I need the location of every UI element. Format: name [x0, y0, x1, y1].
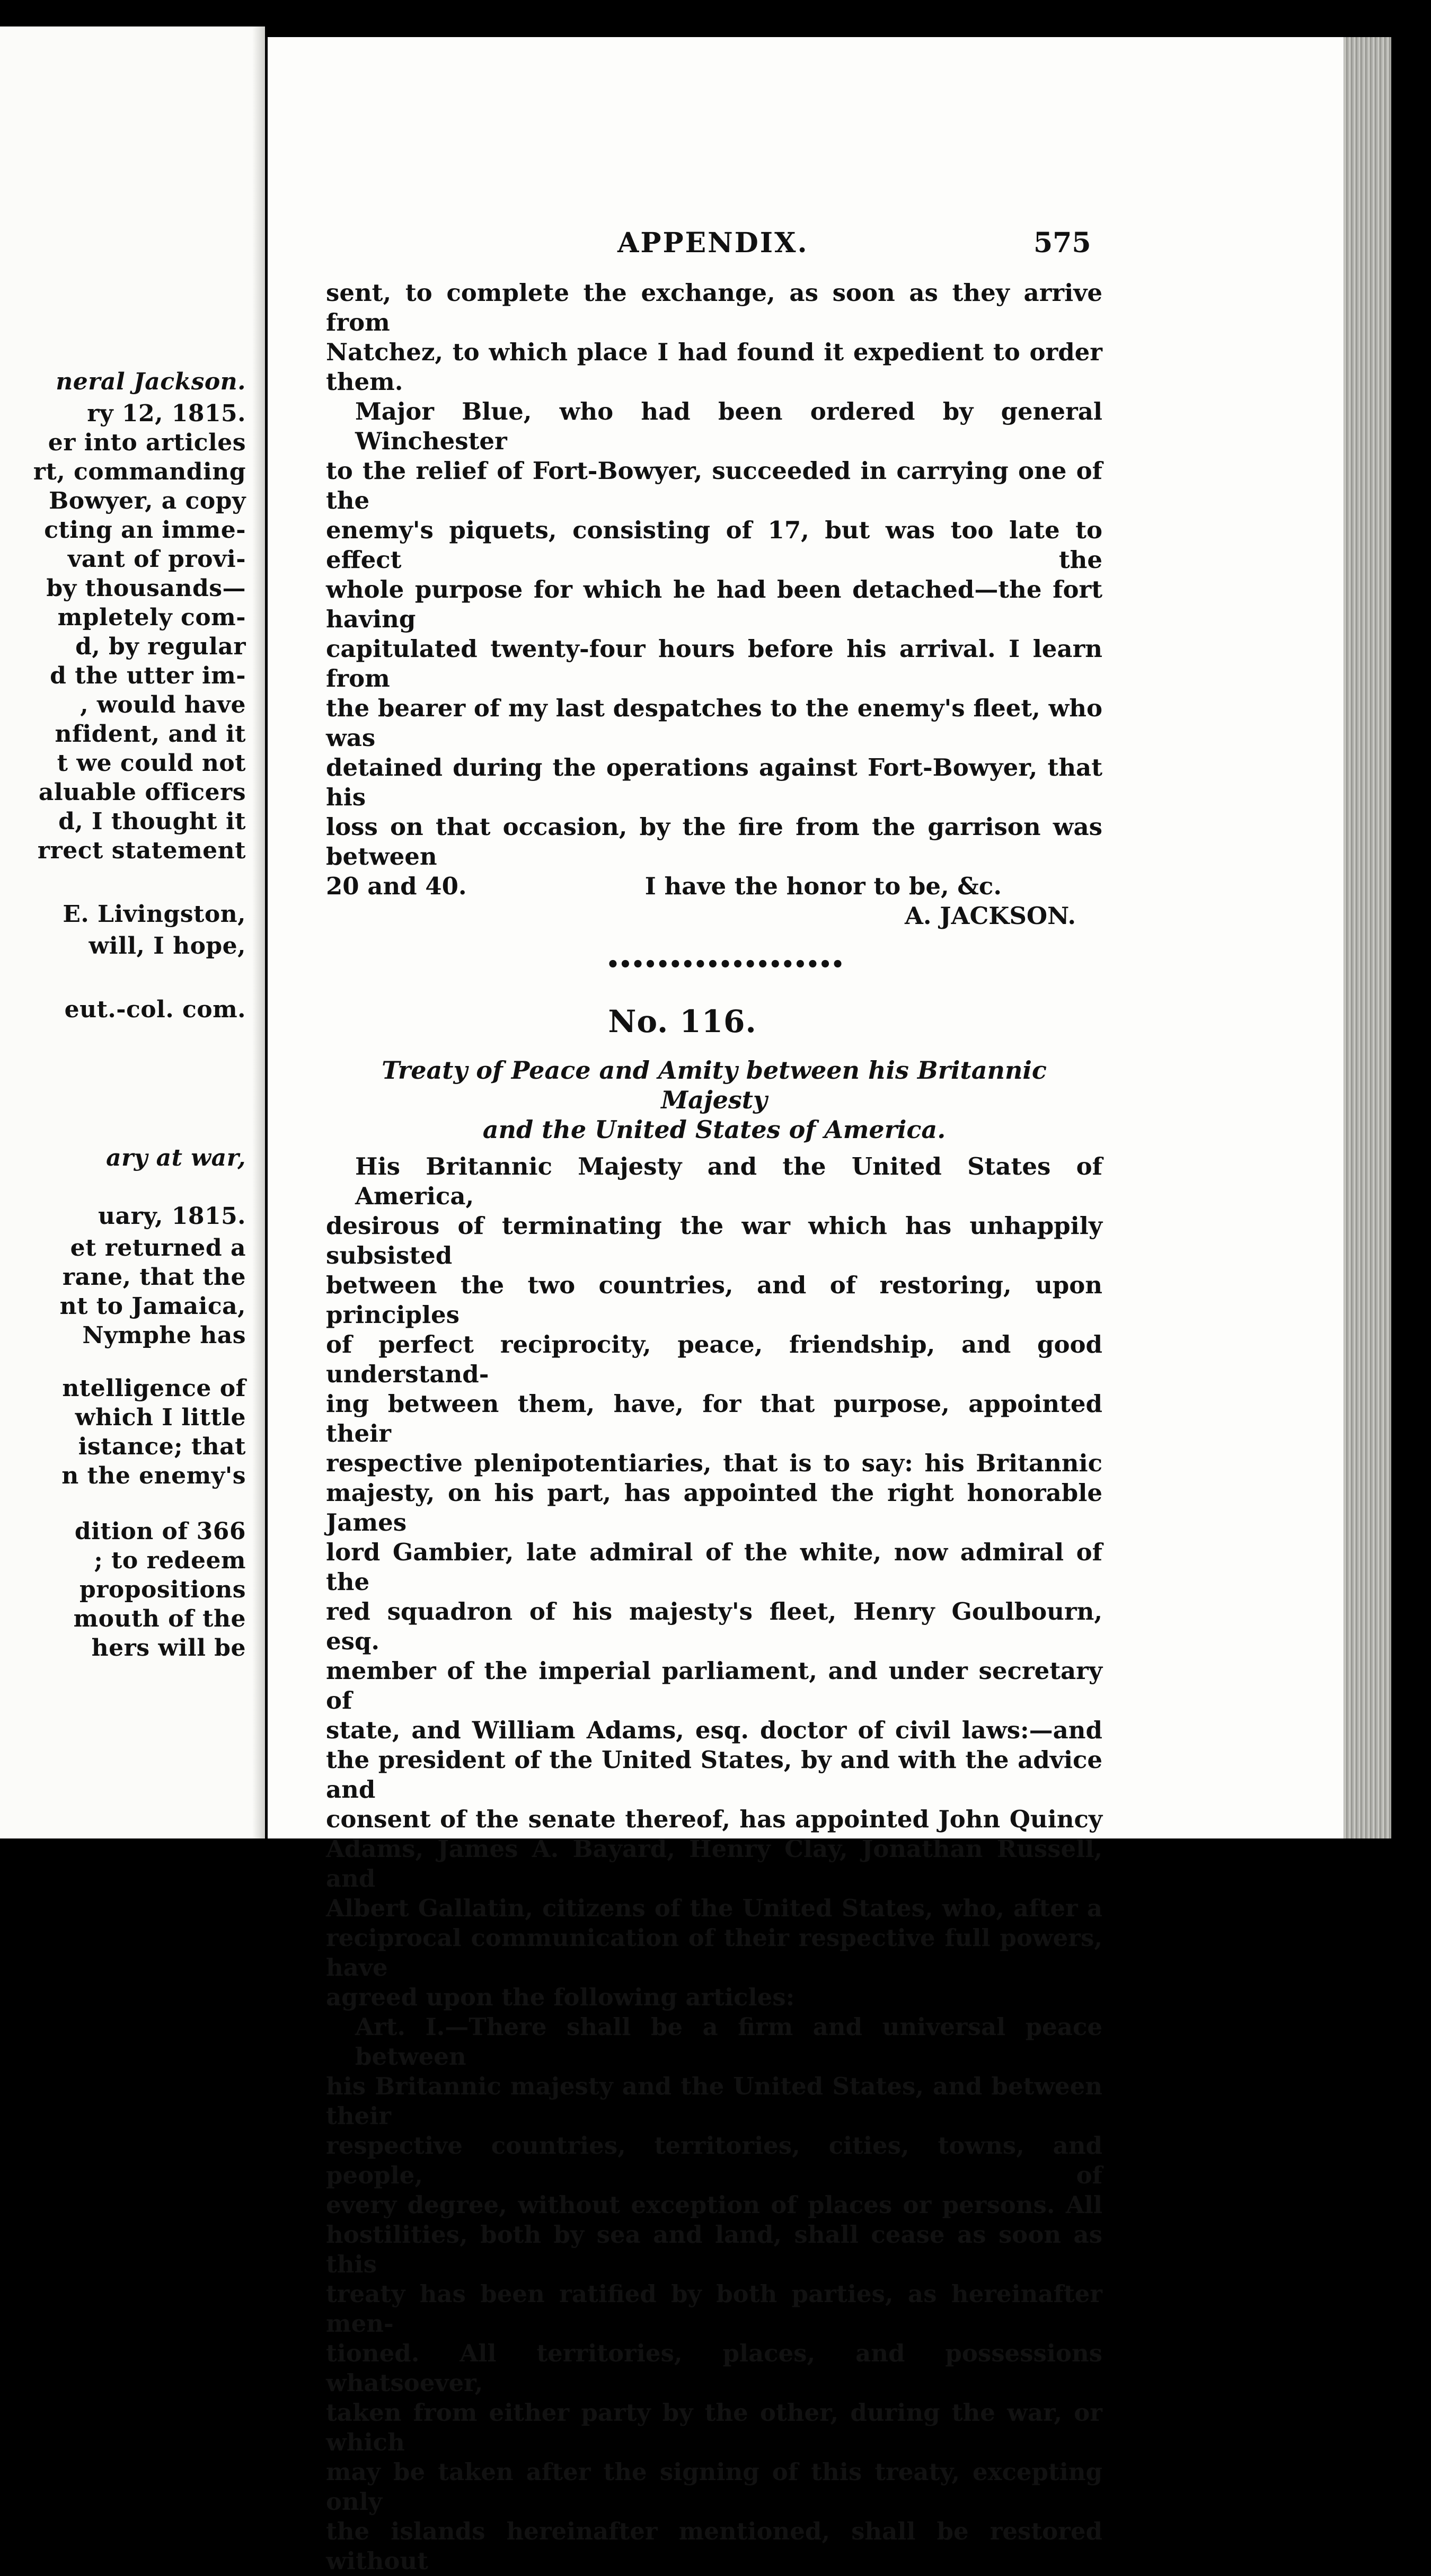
left-page-line: vant of provi- — [67, 546, 246, 573]
signature: A. JACKSON. — [905, 902, 1076, 930]
text-line: red squadron of his majesty's fleet, Henry Goulbourn, esq. — [326, 1597, 1102, 1655]
text-line: Albert Gallatin, citizens of the United States, who, after a — [326, 1894, 1102, 1922]
left-page-line: neral Jackson. — [56, 368, 246, 395]
right-page — [268, 37, 1391, 2575]
left-page-line: rt, commanding — [33, 458, 246, 485]
gutter-shadow — [252, 26, 265, 1838]
left-page-line: t we could not — [57, 750, 246, 777]
text-line: loss on that occasion, by the fire from the garrison was between — [326, 813, 1102, 870]
text-line: his Britannic majesty and the United States, and between their — [326, 2072, 1102, 2130]
running-head — [268, 227, 1391, 264]
left-page-line: ry 12, 1815. — [87, 400, 246, 427]
text-line: detained during the operations against Fort-Bowyer, that his — [326, 753, 1102, 811]
running-head-title: APPENDIX. — [617, 227, 809, 259]
text-line: sent, to complete the exchange, as soon as they arrive from — [326, 279, 1102, 336]
closing-salutation: I have the honor to be, &c. — [644, 872, 1002, 900]
text-line: treaty has been ratified by both parties, as hereinafter men- — [326, 2280, 1102, 2338]
ornamental-divider: ••••••••••••••••••• — [606, 952, 844, 977]
left-page-line: et returned a — [70, 1234, 246, 1262]
text-line: enemy's piquets, consisting of 17, but was too late to effect the — [326, 516, 1102, 574]
text-line: state, and William Adams, esq. doctor of civil laws:—and — [326, 1716, 1102, 1744]
text-line: His Britannic Majesty and the United States of America, — [355, 1152, 1102, 1210]
left-page-line: rane, that the — [62, 1264, 246, 1291]
text-line: Major Blue, who had been ordered by general Winchester — [355, 397, 1102, 455]
text-line: whole purpose for which he had been detached—the fort having — [326, 575, 1102, 633]
text-line: to the relief of Fort-Bowyer, succeeded in carrying one of the — [326, 457, 1102, 514]
text-line: lord Gambier, late admiral of the white, now admiral of the — [326, 1538, 1102, 1596]
left-page-line: will, I hope, — [89, 932, 246, 960]
left-page-line: ntelligence of — [62, 1375, 246, 1402]
left-page-line: rrect statement — [37, 837, 246, 864]
left-page-line: n the enemy's — [61, 1462, 246, 1489]
text-line: Art. I.—There shall be a firm and universal peace between — [355, 2013, 1102, 2071]
left-page-line: istance; that — [78, 1433, 246, 1460]
text-line: may be taken after the signing of this treaty, excepting only — [326, 2458, 1102, 2516]
text-line: hostilities, both by sea and land, shall cease as soon as this — [326, 2220, 1102, 2278]
text-line: desirous of terminating the war which has unhappily subsisted — [326, 1212, 1102, 1269]
text-line: consent of the senate thereof, has appointed John Quincy — [326, 1805, 1102, 1833]
text-line: them. — [326, 368, 403, 396]
text-line: respective countries, territories, cities, towns, and people, of — [326, 2131, 1102, 2189]
text-line: Natchez, to which place I had found it expedient to order — [326, 338, 1102, 366]
left-page-line: d the utter im- — [50, 662, 246, 689]
page-body — [326, 278, 1102, 2576]
page-edge — [1344, 37, 1391, 1838]
treaty-text — [326, 1152, 1102, 2576]
text-line: the bearer of my last despatches to the enemy's fleet, who was — [326, 694, 1102, 752]
text-line: agreed upon the following articles: — [326, 1983, 795, 2011]
text-line: capitulated twenty-four hours before his arrival. I learn from — [326, 635, 1102, 692]
left-page-line: d, I thought it — [58, 808, 246, 835]
left-page-line: cting an imme- — [44, 517, 246, 544]
document-number: No. 116. — [608, 1003, 757, 1040]
text-line: the president of the United States, by and with the advice and — [326, 1746, 1102, 1804]
left-page-line: d, by regular — [75, 633, 246, 660]
page-number: 575 — [1034, 227, 1091, 259]
text-line: majesty, on his part, has appointed the right honorable James — [326, 1479, 1102, 1536]
text-line: the islands hereinafter mentioned, shall be restored without — [326, 2517, 1102, 2575]
left-page-line: er into articles — [48, 429, 246, 456]
left-page-line: mouth of the — [73, 1605, 246, 1632]
left-page-line: Nymphe has — [82, 1322, 246, 1349]
text-line: of perfect reciprocity, peace, friendship, and good understand- — [326, 1330, 1102, 1388]
text-line: reciprocal communication of their respective full powers, have — [326, 1924, 1102, 1982]
left-page-line: ary at war, — [106, 1144, 246, 1171]
left-page-line: E. Livingston, — [63, 901, 246, 928]
left-page-line: aluable officers — [38, 779, 246, 806]
left-page-line: propositions — [79, 1576, 246, 1603]
document-title-line: and the United States of America. — [482, 1115, 946, 1144]
left-page-line: which I little — [75, 1404, 246, 1431]
document-title — [326, 1055, 1102, 1144]
left-page-line: ; to redeem — [94, 1547, 246, 1574]
left-page-line: nt to Jamaica, — [59, 1293, 246, 1320]
left-page-line: by thousands— — [46, 575, 246, 602]
left-page-line: uary, 1815. — [98, 1203, 246, 1230]
text-line: every degree, without exception of places or persons. All — [326, 2191, 1102, 2219]
left-page-line: nfident, and it — [55, 721, 246, 748]
left-page — [0, 26, 265, 1838]
left-page-line: hers will be — [91, 1635, 246, 1662]
left-page-line: Bowyer, a copy — [49, 487, 246, 514]
left-page-line: mpletely com- — [57, 604, 246, 631]
text-line: respective plenipotentiaries, that is to say: his Britannic — [326, 1449, 1102, 1477]
left-page-line: eut.-col. com. — [64, 996, 246, 1023]
text-line: member of the imperial parliament, and under secretary of — [326, 1657, 1102, 1715]
letter-text — [326, 278, 1102, 931]
closing-left: 20 and 40. — [326, 872, 467, 900]
text-line: Adams, James A. Bayard, Henry Clay, Jonathan Russell, and — [326, 1835, 1102, 1893]
left-page-line: dition of 366 — [74, 1518, 246, 1545]
text-line: between the two countries, and of restoring, upon principles — [326, 1271, 1102, 1329]
left-page-line: , would have — [80, 691, 246, 718]
text-line: taken from either party by the other, during the war, or which — [326, 2399, 1102, 2456]
text-line: ing between them, have, for that purpose, appointed their — [326, 1390, 1102, 1447]
letter-closing — [326, 872, 1102, 901]
text-line: tioned. All territories, places, and possessions whatsoever, — [326, 2339, 1102, 2397]
document-title-line: Treaty of Peace and Amity between his Britannic Majesty — [382, 1056, 1047, 1114]
